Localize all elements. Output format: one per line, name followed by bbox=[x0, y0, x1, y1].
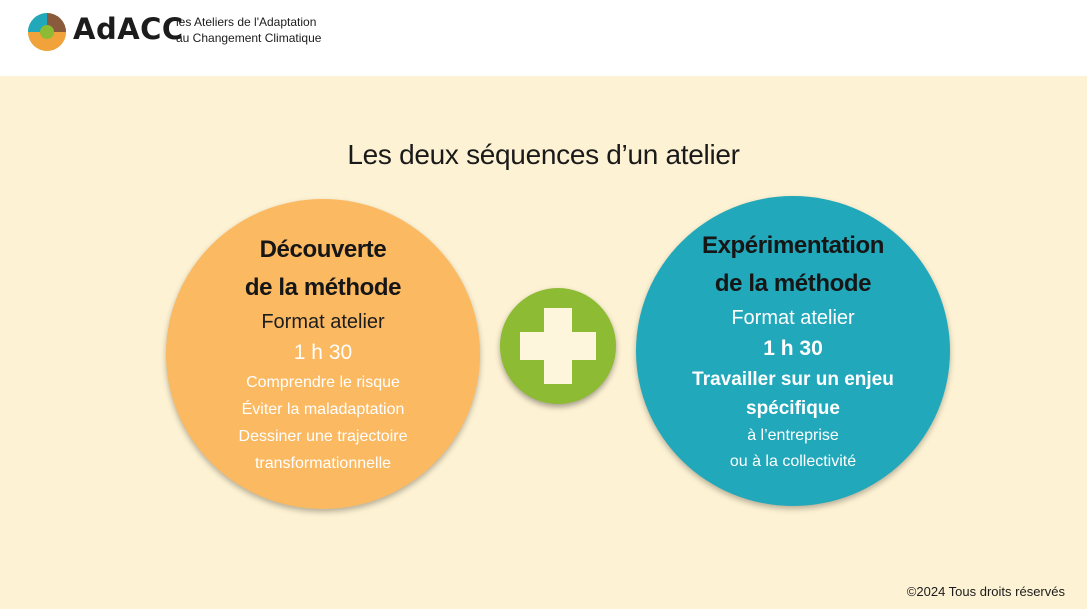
header bbox=[0, 0, 1087, 76]
experimentation-target-line-1: à l’entreprise bbox=[747, 427, 839, 444]
experimentation-focus-line-1: Travailler sur un enjeu bbox=[692, 369, 894, 390]
discovery-circle bbox=[166, 199, 480, 509]
discovery-format: Format atelier bbox=[261, 311, 385, 333]
experimentation-target-line-2: ou à la collectivité bbox=[729, 453, 857, 470]
adacc-logo-icon[interactable] bbox=[27, 12, 67, 52]
discovery-objective: Dessiner une trajectoire bbox=[238, 428, 408, 445]
discovery-objective: Comprendre le risque bbox=[246, 374, 400, 391]
tagline-line-1: les Ateliers de l'Adaptation bbox=[176, 15, 317, 29]
discovery-heading-line-1: Découverte bbox=[259, 236, 387, 263]
experimentation-format: Format atelier bbox=[731, 307, 855, 329]
copyright-footer: ©2024 Tous droits réservés bbox=[906, 584, 1065, 599]
discovery-objective: transformationnelle bbox=[254, 455, 392, 472]
discovery-duration: 1 h 30 bbox=[293, 341, 353, 364]
discovery-heading-line-2: de la méthode bbox=[244, 274, 402, 301]
experimentation-heading-line-2: de la méthode bbox=[714, 270, 872, 297]
brand-tagline bbox=[176, 14, 321, 46]
slide-title: Les deux séquences d’un atelier bbox=[347, 139, 740, 170]
brand-name[interactable]: AdACC bbox=[73, 12, 184, 46]
discovery-objective: Éviter la maladaptation bbox=[241, 401, 405, 418]
experimentation-heading-line-1: Expérimentation bbox=[701, 232, 885, 259]
plus-icon bbox=[500, 288, 616, 404]
experimentation-circle bbox=[636, 196, 950, 506]
tagline-line-2: au Changement Climatique bbox=[176, 31, 322, 45]
experimentation-focus-line-2: spécifique bbox=[746, 398, 840, 419]
experimentation-duration: 1 h 30 bbox=[763, 337, 823, 360]
plus-connector bbox=[500, 288, 616, 404]
